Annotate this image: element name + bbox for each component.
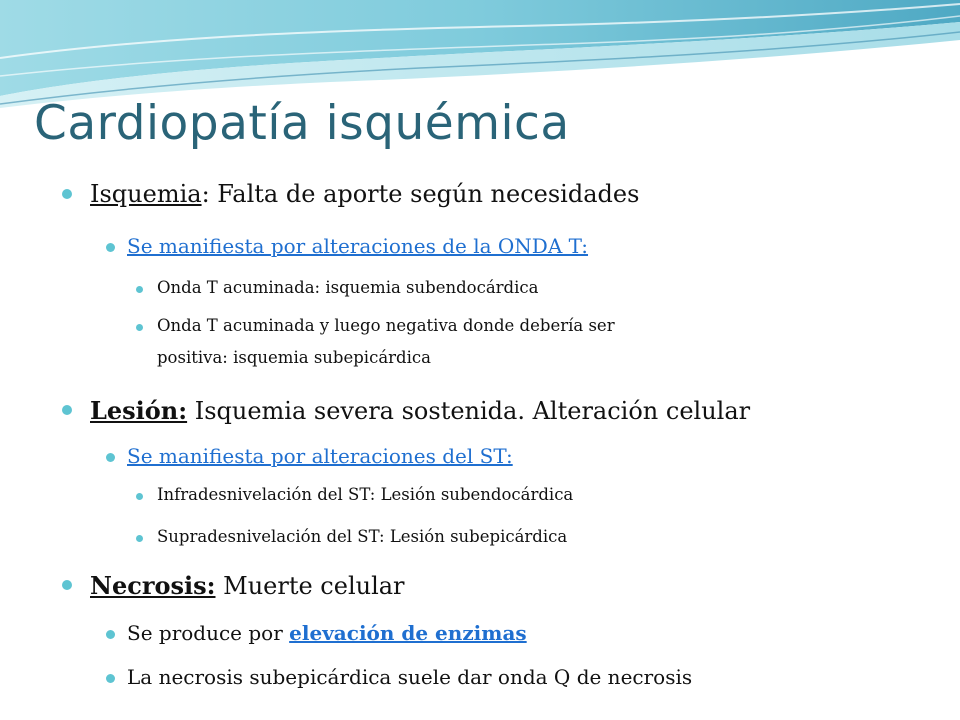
bullet-level1	[62, 580, 72, 590]
point-infradesnivelacion: Infradesnivelación del ST: Lesión subendocárdica	[157, 485, 574, 504]
bullet-level2	[106, 243, 115, 252]
point-isquemia-subepicardica-line2: positiva: isquemia subepicárdica	[157, 348, 431, 367]
point-supradesnivelacion: Supradesnivelación del ST: Lesión subepicárdica	[157, 527, 568, 546]
subitem-onda-t	[127, 234, 588, 258]
point-isquemia-subendocardica: Onda T acuminada: isquemia subendocárdica	[157, 278, 539, 297]
slide-title: Cardiopatía isquémica	[34, 96, 570, 151]
link-elevacion-enzimas[interactable]: elevación de enzimas	[289, 621, 527, 645]
bullet-level3	[136, 535, 143, 542]
bullet-level2	[106, 453, 115, 462]
item-term: Isquemia	[90, 180, 202, 208]
bullet-level2	[106, 674, 115, 683]
item-lesion	[90, 396, 750, 425]
item-term: Necrosis:	[90, 571, 216, 600]
bullet-level2	[106, 630, 115, 639]
item-description: Isquemia severa sostenida. Alteración celular	[187, 397, 751, 425]
subitem-onda-q: La necrosis subepicárdica suele dar onda Q de necrosis	[127, 665, 693, 689]
bullet-level3	[136, 324, 143, 331]
bullet-level3	[136, 493, 143, 500]
bullet-level3	[136, 286, 143, 293]
item-description: : Falta de aporte según necesidades	[201, 180, 640, 208]
point-isquemia-subepicardica-line1: Onda T acuminada y luego negativa donde debería ser	[157, 316, 615, 335]
item-isquemia	[90, 180, 639, 208]
item-necrosis	[90, 571, 405, 600]
link-st[interactable]: Se manifiesta por alteraciones del ST:	[127, 444, 513, 468]
subitem-st	[127, 444, 513, 468]
link-onda-t[interactable]: Se manifiesta por alteraciones de la ONDA T:	[127, 234, 589, 258]
item-description: Muerte celular	[215, 572, 405, 600]
bullet-level1	[62, 405, 72, 415]
bullet-level1	[62, 189, 72, 199]
item-term: Lesión:	[90, 396, 188, 425]
subitem-enzimas	[127, 621, 527, 645]
subitem-prefix: Se produce por	[127, 621, 290, 645]
